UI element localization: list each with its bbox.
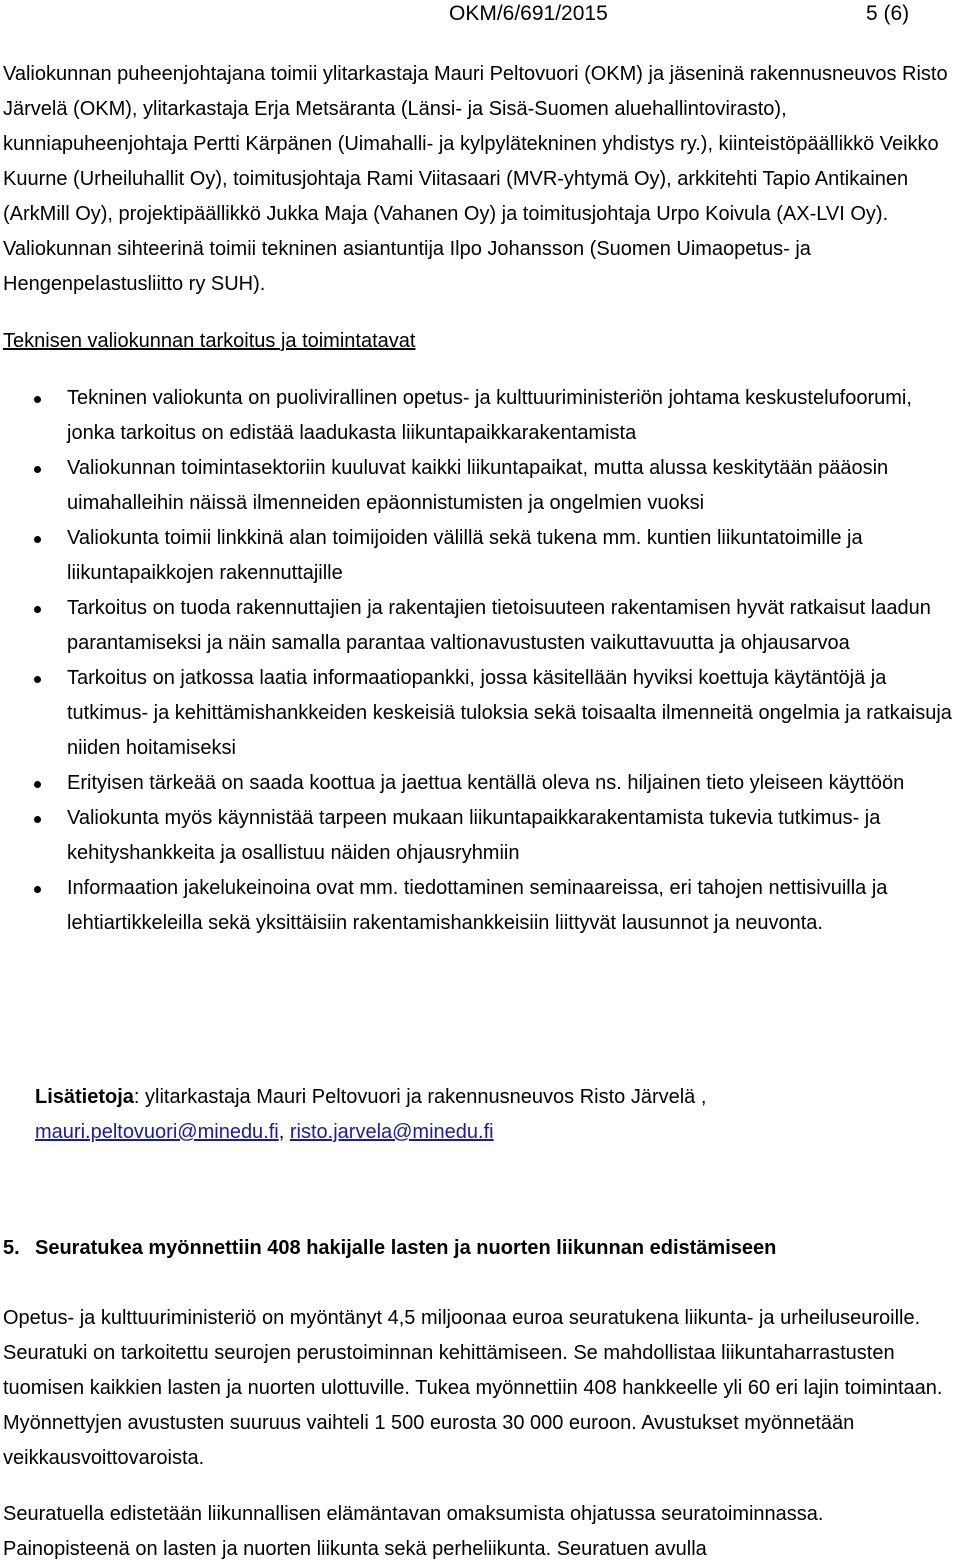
section-heading: Teknisen valiokunnan tarkoitus ja toimintatavat xyxy=(3,330,416,352)
list-item xyxy=(0,661,960,766)
email-link-jarvela[interactable]: risto.jarvela@minedu.fi xyxy=(289,1121,494,1143)
contact-label: Lisätietoja xyxy=(35,1086,134,1108)
item-paragraph-2: Seuratuella edistetään liikunnallisen elämäntavan omaksumista ohjatussa seuratoiminnassa. Painopisteenä on lasten ja nuorten liikunta sekä perheliikunta. Seuratuen avulla xyxy=(3,1503,824,1560)
bullet-icon xyxy=(34,676,41,683)
item-heading xyxy=(3,1231,776,1266)
document-reference: OKM/6/691/2015 xyxy=(449,2,608,25)
list-item xyxy=(0,451,960,521)
bullet-icon xyxy=(34,466,41,473)
bullet-icon xyxy=(34,816,41,823)
list-item xyxy=(0,766,960,801)
bullet-icon xyxy=(34,606,41,613)
list-item xyxy=(0,801,960,871)
list-item xyxy=(0,591,960,661)
list-item xyxy=(0,871,960,941)
list-item-text: Tarkoitus on tuoda rakennuttajien ja rakentajien tietoisuuteen rakentamisen hyvät ratkaisut laadun parantamiseksi ja näin samalla parantaa valtionavustusten vaikuttavuutta ja ohjausarvoa xyxy=(67,597,931,654)
contact-info xyxy=(35,1080,935,1150)
contact-text: : ylitarkastaja Mauri Peltovuori ja rakennusneuvos Risto Järvelä , xyxy=(133,1086,707,1108)
bullet-icon xyxy=(34,781,41,788)
list-item-text: Valiokunta myös käynnistää tarpeen mukaan liikuntapaikkarakentamista tukevia tutkimus- ja kehityshankkeita ja osallistuu näiden ohjausryhmiin xyxy=(67,807,881,864)
list-item-text: Informaation jakelukeinoina ovat mm. tiedottaminen seminaareissa, eri tahojen nettisivuilla ja lehtiartikkeleilla sekä yksittäisiin rakentamishankkeisiin liittyvät lausunnot ja neuvonta. xyxy=(67,877,888,934)
email-link-peltovuori[interactable]: mauri.peltovuori@minedu.fi xyxy=(35,1121,279,1143)
bullet-list xyxy=(0,381,960,941)
list-item-text: Tarkoitus on jatkossa laatia informaatiopankki, jossa käsitellään hyviksi koettuja käytäntöjä ja tutkimus- ja kehittämishankkeiden keskeisiä tuloksia sekä toisaalta ilmenneitä ongelmia ja ratkaisuja niiden hoitamiseksi xyxy=(67,667,952,759)
list-item-text: Tekninen valiokunta on puolivirallinen opetus- ja kulttuuriministeriön johtama keskustelufoorumi, jonka tarkoitus on edistää laadukasta liikuntapaikkarakentamista xyxy=(67,387,912,444)
bullet-icon xyxy=(34,536,41,543)
item-paragraph-1: Opetus- ja kulttuuriministeriö on myöntänyt 4,5 miljoonaa euroa seuratukena liikunta- ja urheiluseuroille. Seuratuki on tarkoitettu seurojen perustoiminnan kehittämiseen. Se mahdollistaa liikuntaharrastusten tuomisen kaikkien lasten ja nuorten ulottuville. Tukea myönnettiin 408 hankkeelle yli 60 eri lajin toimintaan. Myönnettyjen avustusten suuruus vaihteli 1 500 eurosta 30 000 euroon. Avustukset myönnetään veikkausvoittovaroista. xyxy=(3,1307,943,1469)
page-number: 5 (6) xyxy=(866,2,910,25)
bullet-icon xyxy=(34,886,41,893)
bullet-icon xyxy=(34,396,41,403)
intro-paragraph: Valiokunnan puheenjohtajana toimii ylitarkastaja Mauri Peltovuori (OKM) ja jäseninä rakennusneuvos Risto Järvelä (OKM), ylitarkastaja Erja Metsäranta (Länsi- ja Sisä-Suomen aluehallintovirasto), kunniapuheenjohtaja Pertti Kärpänen (Uimahalli- ja kylpylätekninen yhdistys ry.), kiinteistöpäällikkö Veikko Kuurne (Urheiluhallit Oy), toimitusjohtaja Rami Viitasaari (MVR-yhtymä Oy), arkkitehti Tapio Antikainen (ArkMill Oy), projektipäällikkö Jukka Maja (Vahanen Oy) ja toimitusjohtaja Urpo Koivula (AX-LVI Oy). Valiokunnan sihteerinä toimii tekninen asiantuntija Ilpo Johansson (Suomen Uimaopetus- ja Hengenpelastusliitto ry SUH). xyxy=(3,63,948,295)
list-item-text: Erityisen tärkeää on saada koottua ja jaettua kentällä oleva ns. hiljainen tieto yleiseen käyttöön xyxy=(67,772,905,794)
list-item xyxy=(0,381,960,451)
item-title: Seuratukea myönnettiin 408 hakijalle lasten ja nuorten liikunnan edistämiseen xyxy=(35,1237,777,1259)
item-number: 5. xyxy=(3,1237,20,1259)
email-separator: , xyxy=(278,1121,290,1143)
list-item xyxy=(0,521,960,591)
page-header xyxy=(0,0,960,30)
list-item-text: Valiokunnan toimintasektoriin kuuluvat kaikki liikuntapaikat, mutta alussa keskitytään pääosin uimahalleihin näissä ilmenneiden epäonnistumisten ja ongelmien vuoksi xyxy=(67,457,889,514)
list-item-text: Valiokunta toimii linkkinä alan toimijoiden välillä sekä tukena mm. kuntien liikuntatoimille ja liikuntapaikkojen rakennuttajille xyxy=(67,527,863,584)
